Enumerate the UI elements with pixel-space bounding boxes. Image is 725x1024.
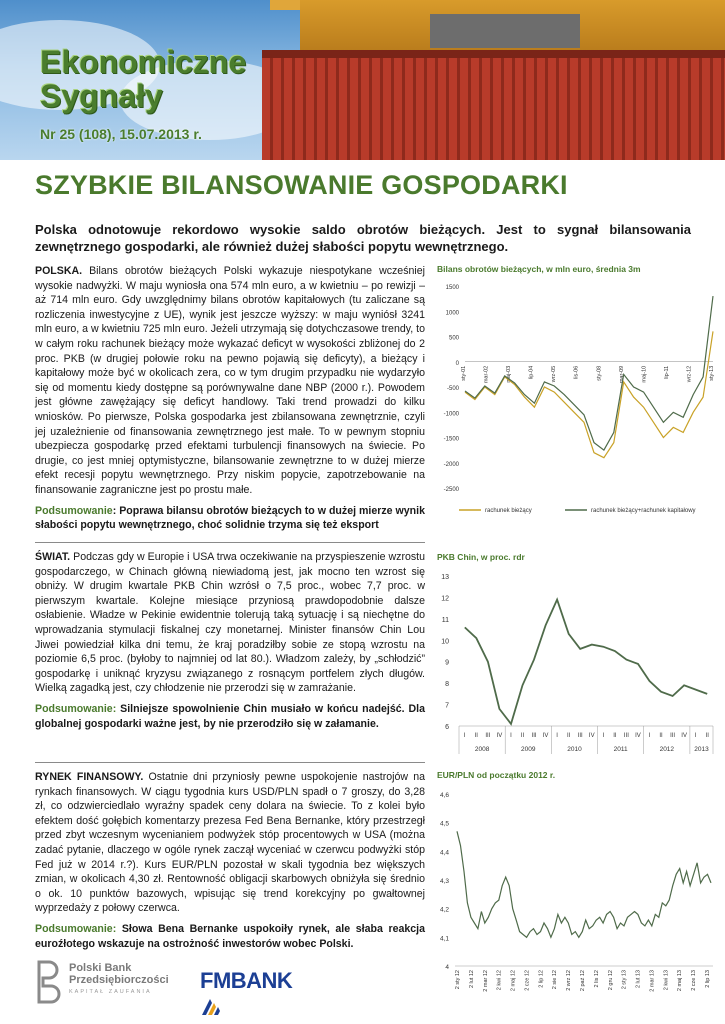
chart-china-gdp-svg	[437, 552, 719, 758]
x-tick-label: I	[556, 733, 558, 739]
year-label: 2008	[474, 746, 490, 753]
crane-block	[430, 14, 580, 48]
section-summary	[35, 702, 425, 731]
year-label: 2011	[613, 746, 628, 753]
x-tick-label: 2 cze 12	[524, 970, 531, 991]
fmbank-logo	[200, 968, 315, 1020]
y-tick-label: -1500	[443, 436, 459, 443]
section-rynek	[35, 770, 425, 951]
x-tick-label: I	[463, 733, 466, 739]
year-label: 2012	[659, 746, 675, 753]
x-tick-label: 2 maj 13	[677, 970, 684, 992]
divider	[35, 762, 425, 763]
series-line	[465, 331, 713, 457]
x-tick-label: 2 cze 13	[691, 970, 698, 991]
x-tick-label: III	[531, 733, 537, 739]
x-tick-label: mar-02	[483, 365, 490, 384]
x-tick-label: mar-09	[618, 365, 625, 384]
y-tick-label: 1500	[445, 285, 459, 291]
page-title: SZYBKIE BILANSOWANIE GOSPODARKI	[35, 170, 568, 200]
section-body	[35, 264, 425, 498]
y-tick-label: 4,1	[439, 935, 449, 943]
chart-current-account	[437, 264, 719, 526]
title-line-2: Sygnały	[40, 78, 163, 114]
chart-title: EUR/PLN od początku 2012 r.	[437, 770, 556, 780]
year-label: 2013	[694, 746, 709, 753]
chart-title: PKB Chin, w proc. rdr	[437, 552, 525, 562]
shipping-container	[262, 50, 725, 160]
legend-label: rachunek bieżący+rachunek kapitałowy	[591, 508, 696, 514]
x-tick-label: maj-03	[506, 365, 513, 383]
fmbank-emblem-icon	[200, 995, 222, 1017]
x-tick-label: lip-11	[663, 365, 670, 379]
x-tick-label: I	[510, 733, 512, 739]
summary-key: Podsumowanie	[35, 504, 113, 517]
x-tick-label: II	[659, 733, 663, 739]
y-tick-label: 4,6	[439, 792, 449, 799]
y-tick-label: 8	[445, 681, 449, 689]
x-tick-label: sty-01	[461, 365, 467, 381]
x-tick-label: 2 mar 12	[482, 970, 489, 992]
section-polska	[35, 264, 425, 533]
chart-china-gdp	[437, 552, 719, 758]
header-banner	[0, 0, 725, 160]
x-tick-label: III	[485, 733, 491, 739]
x-tick-label: IV	[496, 733, 503, 739]
x-tick-label: III	[577, 733, 583, 739]
x-tick-label: maj-10	[641, 365, 648, 383]
y-tick-label: 500	[448, 335, 459, 342]
x-tick-label: 2 lut 12	[468, 970, 475, 989]
x-tick-label: 2 sty 12	[455, 970, 461, 990]
x-tick-label: IV	[635, 733, 641, 739]
year-label: 2009	[521, 746, 536, 753]
section-summary	[35, 504, 425, 533]
y-tick-label: -2000	[443, 461, 459, 468]
summary-text: Silniejsze spowolnienie Chin musiało w końcu nadejść. Dla globalnej gospodarki ważne jest, by nie przerodziło się w załamanie.	[35, 702, 425, 730]
x-tick-label: II	[613, 733, 617, 739]
x-tick-label: 2 sie 12	[552, 970, 559, 990]
y-tick-label: 4,4	[439, 849, 449, 857]
x-tick-label: 2 kwi 12	[496, 970, 503, 991]
fm-text: FM	[200, 968, 231, 993]
y-tick-label: -2500	[443, 487, 459, 493]
x-tick-label: II	[520, 733, 525, 739]
newsletter-title	[40, 45, 246, 113]
x-tick-label: lis-06	[573, 365, 580, 379]
x-tick-label: sty-13	[709, 365, 715, 381]
section-text: Podczas gdy w Europie i USA trwa oczekiwanie na przyspieszenie wzrostu gospodarczego, w Chinach główną niewiadomą jest, jak mocno ten wzrost się obniży. W drugim kwartale PKB Chin wzrósł o 7,5 proc., wobec 7,7 proc. w pierwszym kwartale. Kolejne miesiące przyniosą prawdopodobnie dalsze osłabienie. Władze w Pekinie ewidentnie tolerują taką sytuację i są niechętne do wprowadzania stymulacji fiskalnej czy monetarnej. Minister finansów Chin Lou Jiwei powiedział kilka dni temu, że kraj poradziłby sobie ze stopą wzrostu na poziomie 6,5 proc. (byłoby to najmniej od lat 80.). Władzom zależy, by „schłodzić” gospodarkę i uniknąć kryzysu związanego z rosnącym portfelem złych długów. Wielką zagadką jest, czy chłodzenie nie przerodzi się w zamrażanie.	[35, 551, 425, 695]
y-tick-label: 7	[445, 702, 449, 710]
x-tick-label: IV	[588, 733, 595, 739]
section-swiat	[35, 550, 425, 731]
x-tick-label: III	[670, 733, 676, 739]
title-line-1: Ekonomiczne	[40, 44, 247, 80]
footer-logos	[35, 960, 315, 1010]
summary-text: : Poprawa bilansu obrotów bieżących to w dużej mierze wynik słabości popytu wewnętrznego, choć solidnie trzyma się też eksport	[35, 504, 425, 532]
series-line	[465, 296, 713, 450]
y-tick-label: -500	[446, 386, 459, 392]
x-tick-label: sty-08	[596, 365, 603, 381]
x-tick-label: IV	[681, 733, 687, 739]
y-tick-label: 4,3	[439, 878, 449, 885]
x-tick-label: wrz-12	[686, 365, 693, 383]
x-tick-label: 2 sty 13	[621, 970, 628, 990]
section-text: Ostatnie dni przyniosły pewne uspokojenie nastrojów na rynkach finansowych. W ciągu tygodnia kurs USD/PLN spadł o 7 groszy, do 3,28 zł, co odzwierciedlało wyraźny spadek ceny dolara na świecie. To z kolei było efektem dość gołębich komentarzy prezesa Fed Bena Bernanke, który przestrzegł przed zbyt wczesnym wycenianiem podwyżek stóp procentowych w USA (można zadać pytanie, dlaczego w ogóle rynek zaczął wyceniać w czerwcu podwyżki stóp Fed już w 2014 r.?). Kurs EUR/PLN pozostał w skali tygodnia bez większych zmian, w okolicach 4,30 zł. Rentowność obligacji skarbowych obniżyła się średnio o ok. 10 punktów bazowych, wpisując się trend korekcyjny po gwałtownej wyprzedaży z połowy czerwca.	[35, 771, 425, 915]
legend-label: rachunek bieżący	[485, 508, 532, 514]
pbp-line-2: Przedsiębiorczości	[69, 974, 169, 986]
chart-eurpln-svg	[437, 770, 719, 996]
y-tick-label: 10	[441, 638, 449, 646]
x-tick-label: lip-04	[528, 365, 535, 380]
pbp-logo-icon	[35, 960, 61, 1004]
series-line	[457, 831, 711, 937]
chart-eurpln	[437, 770, 719, 996]
y-tick-label: 1000	[445, 310, 459, 317]
section-label: RYNEK FINANSOWY.	[35, 771, 144, 783]
y-tick-label: 12	[441, 595, 449, 603]
section-body	[35, 550, 425, 696]
issue-number: Nr 25 (108), 15.07.2013 r.	[40, 126, 202, 142]
year-label: 2010	[567, 746, 582, 753]
x-tick-label: 2 kwi 13	[663, 970, 670, 991]
x-tick-label: 2 lip 13	[705, 970, 711, 988]
y-tick-label: 11	[441, 616, 449, 624]
y-tick-label: 4	[445, 964, 449, 971]
summary-key: Podsumowanie:	[35, 702, 117, 715]
chart-title: Bilans obrotów bieżących, w mln euro, średnia 3m	[437, 264, 641, 274]
x-tick-label: I	[602, 733, 605, 739]
pbp-logo-text	[69, 962, 169, 986]
x-tick-label: wrz-05	[551, 365, 558, 383]
x-tick-label: 2 lip 12	[538, 970, 545, 988]
x-tick-label: II	[474, 733, 478, 739]
y-tick-label: 0	[455, 360, 459, 367]
x-tick-label: I	[694, 733, 697, 739]
bank-text: BANK	[230, 968, 293, 993]
x-tick-label: 2 maj 12	[510, 970, 517, 992]
y-tick-label: 13	[441, 574, 449, 581]
summary-key: Podsumowanie:	[35, 922, 117, 935]
y-tick-label: 9	[445, 659, 449, 667]
y-tick-label: 4,5	[439, 820, 449, 828]
x-tick-label: IV	[542, 733, 549, 739]
y-tick-label: -1000	[443, 411, 459, 418]
x-tick-label: 2 gru 12	[607, 970, 614, 991]
y-tick-label: 6	[445, 724, 449, 731]
pbp-tagline: KAPITAŁ ZAUFANIA	[69, 989, 152, 995]
lead-paragraph: Polska odnotowuje rekordowo wysokie saldo obrotów bieżących. Jest to sygnał bilansowania zewnętrznego gospodarki, ale również dużej słabości popytu wewnętrznego.	[35, 222, 691, 254]
x-tick-label: I	[648, 733, 651, 739]
x-tick-label: 2 lut 13	[635, 970, 642, 989]
x-tick-label: 2 mar 13	[649, 970, 656, 992]
x-tick-label: 2 lis 12	[593, 970, 600, 988]
pbp-line-1: Polski Bank	[69, 962, 132, 974]
section-label: POLSKA.	[35, 265, 83, 277]
summary-text: Słowa Bena Bernanke uspokoiły rynek, ale słaba reakcja euroźłotego wskazuje na ostrożność inwestorów wobec Polski.	[35, 922, 425, 950]
divider	[35, 542, 425, 543]
x-tick-label: 2 paź 12	[580, 970, 586, 992]
y-tick-label: 4,2	[439, 906, 449, 914]
section-summary	[35, 922, 425, 951]
x-tick-label: III	[623, 733, 629, 739]
x-tick-label: 2 wrz 12	[566, 970, 573, 991]
series-line	[465, 600, 707, 724]
section-body	[35, 770, 425, 916]
chart-current-account-svg	[437, 264, 719, 526]
x-tick-label: II	[567, 733, 571, 739]
section-text: Bilans obrotów bieżących Polski wykazuje niespotykane wcześniej wysokie nadwyżki. W maju wyniosła ona 574 mln euro, a w kwietniu – po rewizji – aż 714 mln euro. Gdy uwzględnimy bilans obrotów kapitałowych (tu zaliczane są rozliczenia inwestycyjne z UE), wynik jest jeszcze wyższy: w maju wyniósł 3241 mln euro, a w kwietniu 725 mln euro. Jeżeli utrzymają się dotychczasowe trendy, to w całym roku rachunek bieżący może wykazać deficyt w wysokości zbliżonej do 2 proc. PKB (w drugiej połowie roku na pewno pojawią się deficyty), a bieżący i kapitałowy może być w okolicach zera, co w tym drugim przypadku nie wydarzyło się od momentu kiedy dostępne są porównywalne dane NBP (2000 r.). Powodem jest główne zawężający się deficyt handlowy. Taki trend prowadzi do kilku wniosków. Po pierwsze, Polska gospodarka jest zbilansowana zewnętrznie, czyli jej uzależnienie od finansowania zewnętrznego jest małe. To w pewnym stopniu ubezpiecza gospodarkę przed efektami turbulencji finansowych na świecie. Po drugie, co jest mniej optymistyczne, bilansowanie zewnętrzne to w dużej mierze efekt recesji popytu wewnętrznego. Przy niskim popycie, zapotrzebowanie na finansowanie zagraniczne jest po prostu małe.	[35, 265, 425, 496]
x-tick-label: II	[705, 733, 709, 739]
section-label: ŚWIAT.	[35, 551, 71, 563]
